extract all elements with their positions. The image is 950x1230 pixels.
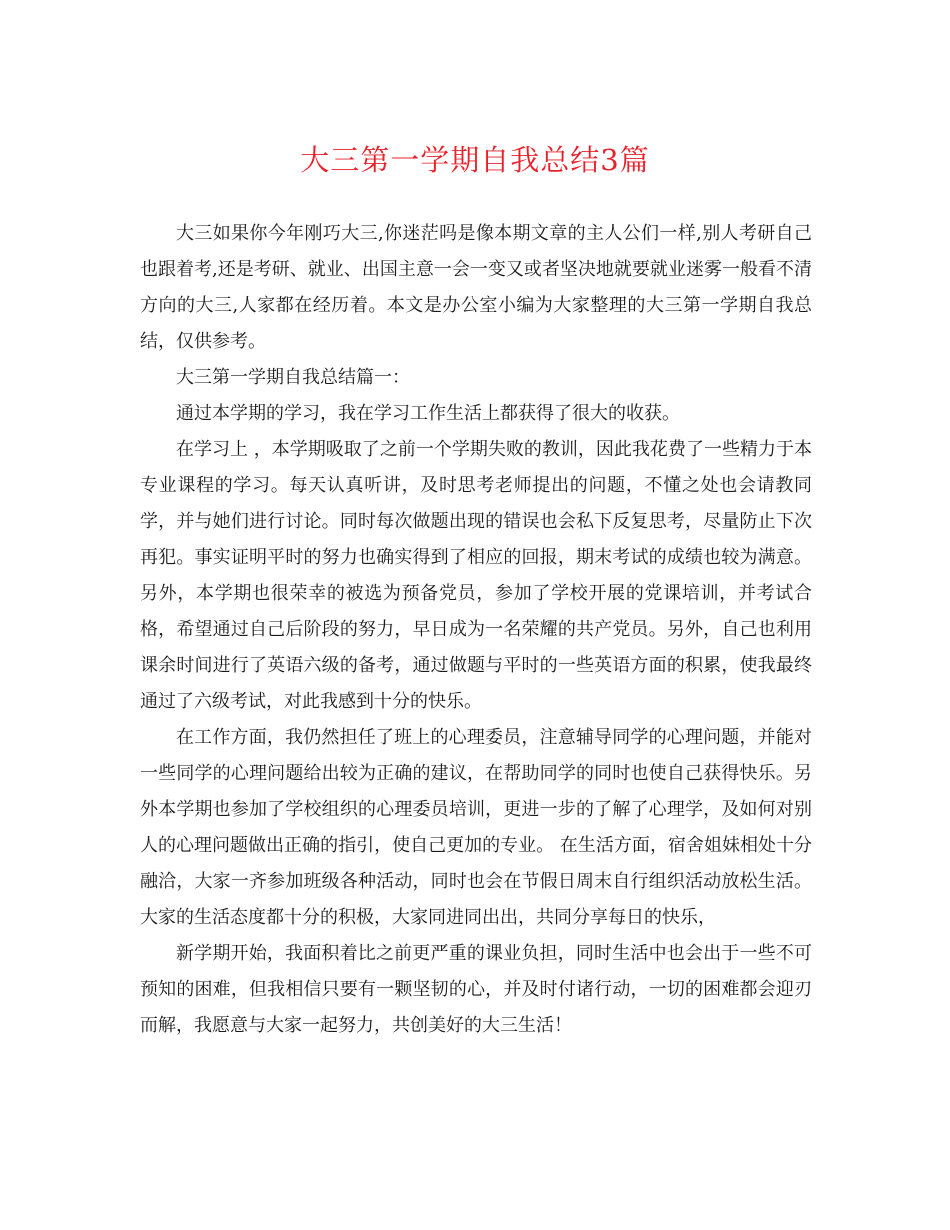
document-title: 大三第一学期自我总结3篇 bbox=[300, 143, 650, 177]
paragraph-intro: 大三如果你今年刚巧大三,你迷茫吗是像本期文章的主人公们一样,别人考研自己也跟着考,还是考研、就业、出国主意一会一变又或者坚决地就要就业迷雾一般看不清方向的大三,人家都在经历着。本文是办公室小编为大家整理的大三第一学期自我总结，仅供参考。 bbox=[140, 223, 812, 352]
paragraph-new-semester: 新学期开始，我面积着比之前更严重的课业负担，同时生活中也会出于一些不可预知的困难，但我相信只要有一颗坚韧的心，并及时付诸行动，一切的困难都会迎刃而解，我愿意与大家一起努力，共创美好的大三生活！ bbox=[140, 943, 812, 1036]
paragraph-study: 在学习上 ，本学期吸取了之前一个学期失败的教训，因此我花费了一些精力于本专业课程的学习。每天认真听讲，及时思考老师提出的问题，不懂之处也会请教同学，并与她们进行讨论。同时每次做题出现的错误也会私下反复思考，尽量防止下次再犯。事实证明平时的努力也确实得到了相应的回报，期末考试的成绩也较为满意。另外，本学期也很荣幸的被选为预备党员，参加了学校开展的党课培训，并考试合格，希望通过自己后阶段的努力，早日成为一名荣耀的共产党员。另外，自己也利用课余时间进行了英语六级的备考，通过做题与平时的一些英语方面的积累，使我最终通过了六级考试，对此我感到十分的快乐。 bbox=[140, 439, 812, 712]
paragraph-work-life: 在工作方面，我仍然担任了班上的心理委员，注意辅导同学的心理问题，并能对一些同学的心理问题给出较为正确的建议，在帮助同学的同时也使自己获得快乐。另外本学期也参加了学校组织的心理委员培训，更进一步的了解了心理学，及如何对别人的心理问题做出正确的指引，使自己更加的专业。 在生活方面，宿舍姐妹相处十分融洽，大家一齐参加班级各种活动，同时也会在节假日周末自行组织活动放松生活。大家的生活态度都十分的积极，大家同进同出出，共同分享每日的快乐， bbox=[140, 727, 812, 928]
paragraph-summary: 通过本学期的学习，我在学习工作生活上都获得了很大的收获。 bbox=[176, 403, 680, 424]
document-body bbox=[140, 216, 812, 1044]
paragraph-section-heading: 大三第一学期自我总结篇一： bbox=[176, 367, 410, 388]
